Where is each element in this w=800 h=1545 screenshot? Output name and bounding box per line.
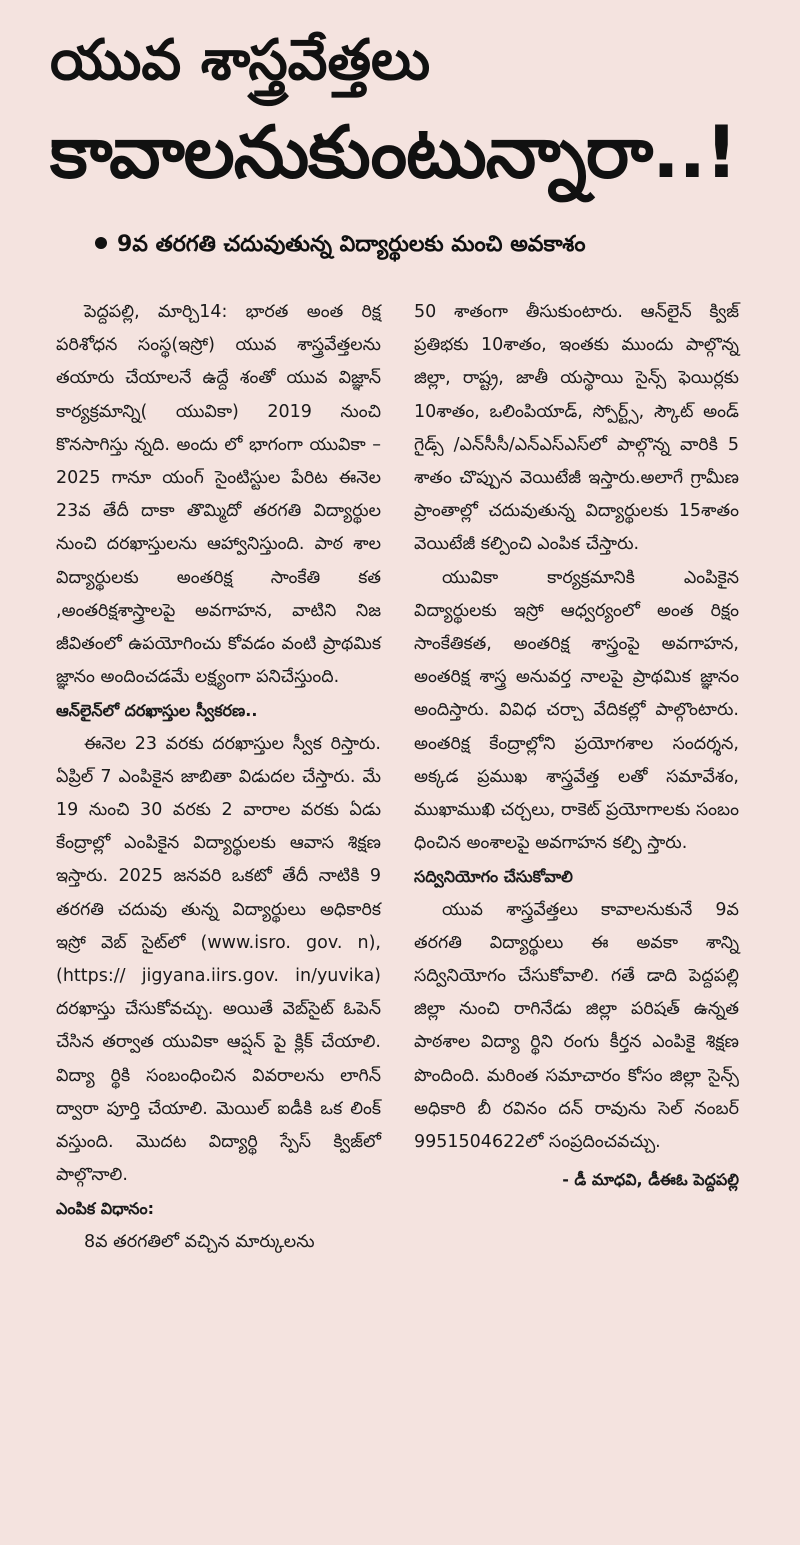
section-heading: ఎంపిక విధానం: <box>56 1199 155 1219</box>
section-heading: ఆన్‌లైన్‌లో దరఖాస్తుల స్వీకరణ.. <box>56 701 258 721</box>
paragraph: పెద్దపల్లి, మార్చి14: భారత అంత రిక్ష పరిశోధన సంస్థ(ఇస్రో) యువ శాస్త్రవేత్తలను తయారు చేయాలనే ఉద్దే శంతో యువ విజ్ఞాన్ కార్యక్రమాన్ని( యువికా) 2019 నుంచి కొనసాగిస్తు న్నది. అందు లో భాగంగా యువికా – 2025 గానూ యంగ్ సైంటిస్టుల పేరిట ఈనెల 23వ తేదీ దాకా తొమ్మిదో తరగతి విద్యార్థుల నుంచి దరఖాస్తులను ఆహ్వానిస్తుంది. పాఠ శాల విద్యార్థులకు అంతరిక్ష సాంకేతి కత ,అంతరిక్షశాస్త్రాలపై అవగాహన, వాటిని నిజ జీవితంలో ఉపయోగించు కోవడం వంటి ప్రాథమిక జ్ఞానం అందించడమే లక్ష్యంగా పనిచేస్తుంది. <box>56 302 381 688</box>
section-heading: సద్వినియోగం చేసుకోవాలి <box>414 867 573 887</box>
paragraph: ఈనెల 23 వరకు దరఖాస్తుల స్వీక రిస్తారు. ఏప్రిల్ 7 ఎంపికైన జాబితా విడుదల చేస్తారు. మే 19 నుంచి 30 వరకు 2 వారాల వరకు ఏడు కేంద్రాల్లో ఎంపికైన విద్యార్థులకు ఆవాస శిక్షణ ఇస్తారు. 2025 జనవరి ఒకటో తేదీ నాటికి 9 తరగతి చదువు తున్న విద్యార్థులు అధికారిక ఇస్రో వెబ్ సైట్‌లో (www.isro. gov. n), (https:// jigyana.iirs.gov. in/yuvika) దరఖాస్తు చేసుకోవచ్చు. అయితే వెబ్‌సైట్ ఓపెన్ చేసిన తర్వాత యువికా ఆప్షన్ పై క్లిక్ చేయాలి. విద్యా ర్థికి సంబంధించిన వివరాలను లాగిన్ ద్వారా పూర్తి చేయాలి. మెయిల్ ఐడీకి ఒక లింక్ వస్తుంది. మొదట విద్యార్థి స్పేస్ క్విజ్‌లో పాల్గొనాలి. <box>56 733 381 1186</box>
byline: - డీ మాధవి, డీఈఓ పెద్దపల్లి <box>562 1170 739 1190</box>
headline-line-1: యువ శాస్త్రవేత్తలు <box>50 28 431 93</box>
left-column <box>56 296 381 1259</box>
paragraph: 50 శాతంగా తీసుకుంటారు. ఆన్‌లైన్ క్విజ్ ప్రతిభకు 10శాతం, ఇంతకు ముందు పాల్గొన్న జిల్లా, రాష్ట్ర, జాతీ యస్థాయి సైన్స్ ఫెయిర్లకు 10శాతం, ఒలింపియాడ్, స్పోర్ట్స్, స్కౌట్ అండ్ గైడ్స్ /ఎన్‌సీసీ/ఎన్‌ఎస్‌ఎస్‌లో పాల్గొన్న వారికి 5 శాతం చొప్పున వెయిటేజీ ఇస్తారు.అలాగే గ్రామీణ ప్రాంతాల్లో చదువుతున్న విద్యార్థులకు 15శాతం వెయిటేజీ కల్పించి ఎంపిక చేస్తారు. <box>414 302 739 555</box>
paragraph: 8వ తరగతిలో వచ్చిన మార్కులను <box>84 1231 315 1252</box>
headline-line-2: కావాలనుకుంటున్నారా..! <box>50 110 737 194</box>
paragraph: యువికా కార్యక్రమానికి ఎంపికైన విద్యార్థులకు ఇస్రో ఆధ్వర్యంలో అంత రిక్షం సాంకేతికత, అంతరిక్ష శాస్త్రంపై అవగాహన, అంతరిక్ష శాస్త్ర అనువర్త నాలపై ప్రాథమిక జ్ఞానం అందిస్తారు. వివిధ చర్చా వేదికల్లో పాల్గొంటారు. అంతరిక్ష కేంద్రాల్లోని ప్రయోగశాల సందర్శన, అక్కడ ప్రముఖ శాస్త్రవేత్త లతో సమావేశం, ముఖాముఖి చర్చలు, రాకెట్ ప్రయోగాలకు సంబం ధించిన అంశాలపై అవగాహన కల్పి స్తారు. <box>414 567 739 854</box>
right-column <box>414 296 739 1196</box>
paragraph: యువ శాస్త్రవేత్తలు కావాలనుకునే 9వ తరగతి విద్యార్థులు ఈ అవకా శాన్ని సద్వినియోగం చేసుకోవాలి. గతే డాది పెద్దపల్లి జిల్లా నుంచి రాగినేడు జిల్లా పరిషత్ ఉన్నత పాఠశాల విద్యా ర్థిని రంగు కీర్తన ఎంపికై శిక్షణ పొందింది. మరింత సమాచారం కోసం జిల్లా సైన్స్ అధికారి బీ రవినం దన్ రావును సెల్ నంబర్ 9951504622లో సంప్రదించవచ్చు. <box>414 899 739 1153</box>
subheadline-text: 9వ తరగతి చదువుతున్న విద్యార్థులకు మంచి అవకాశం <box>117 232 586 257</box>
subheadline <box>95 232 745 262</box>
bullet-icon <box>95 237 107 249</box>
